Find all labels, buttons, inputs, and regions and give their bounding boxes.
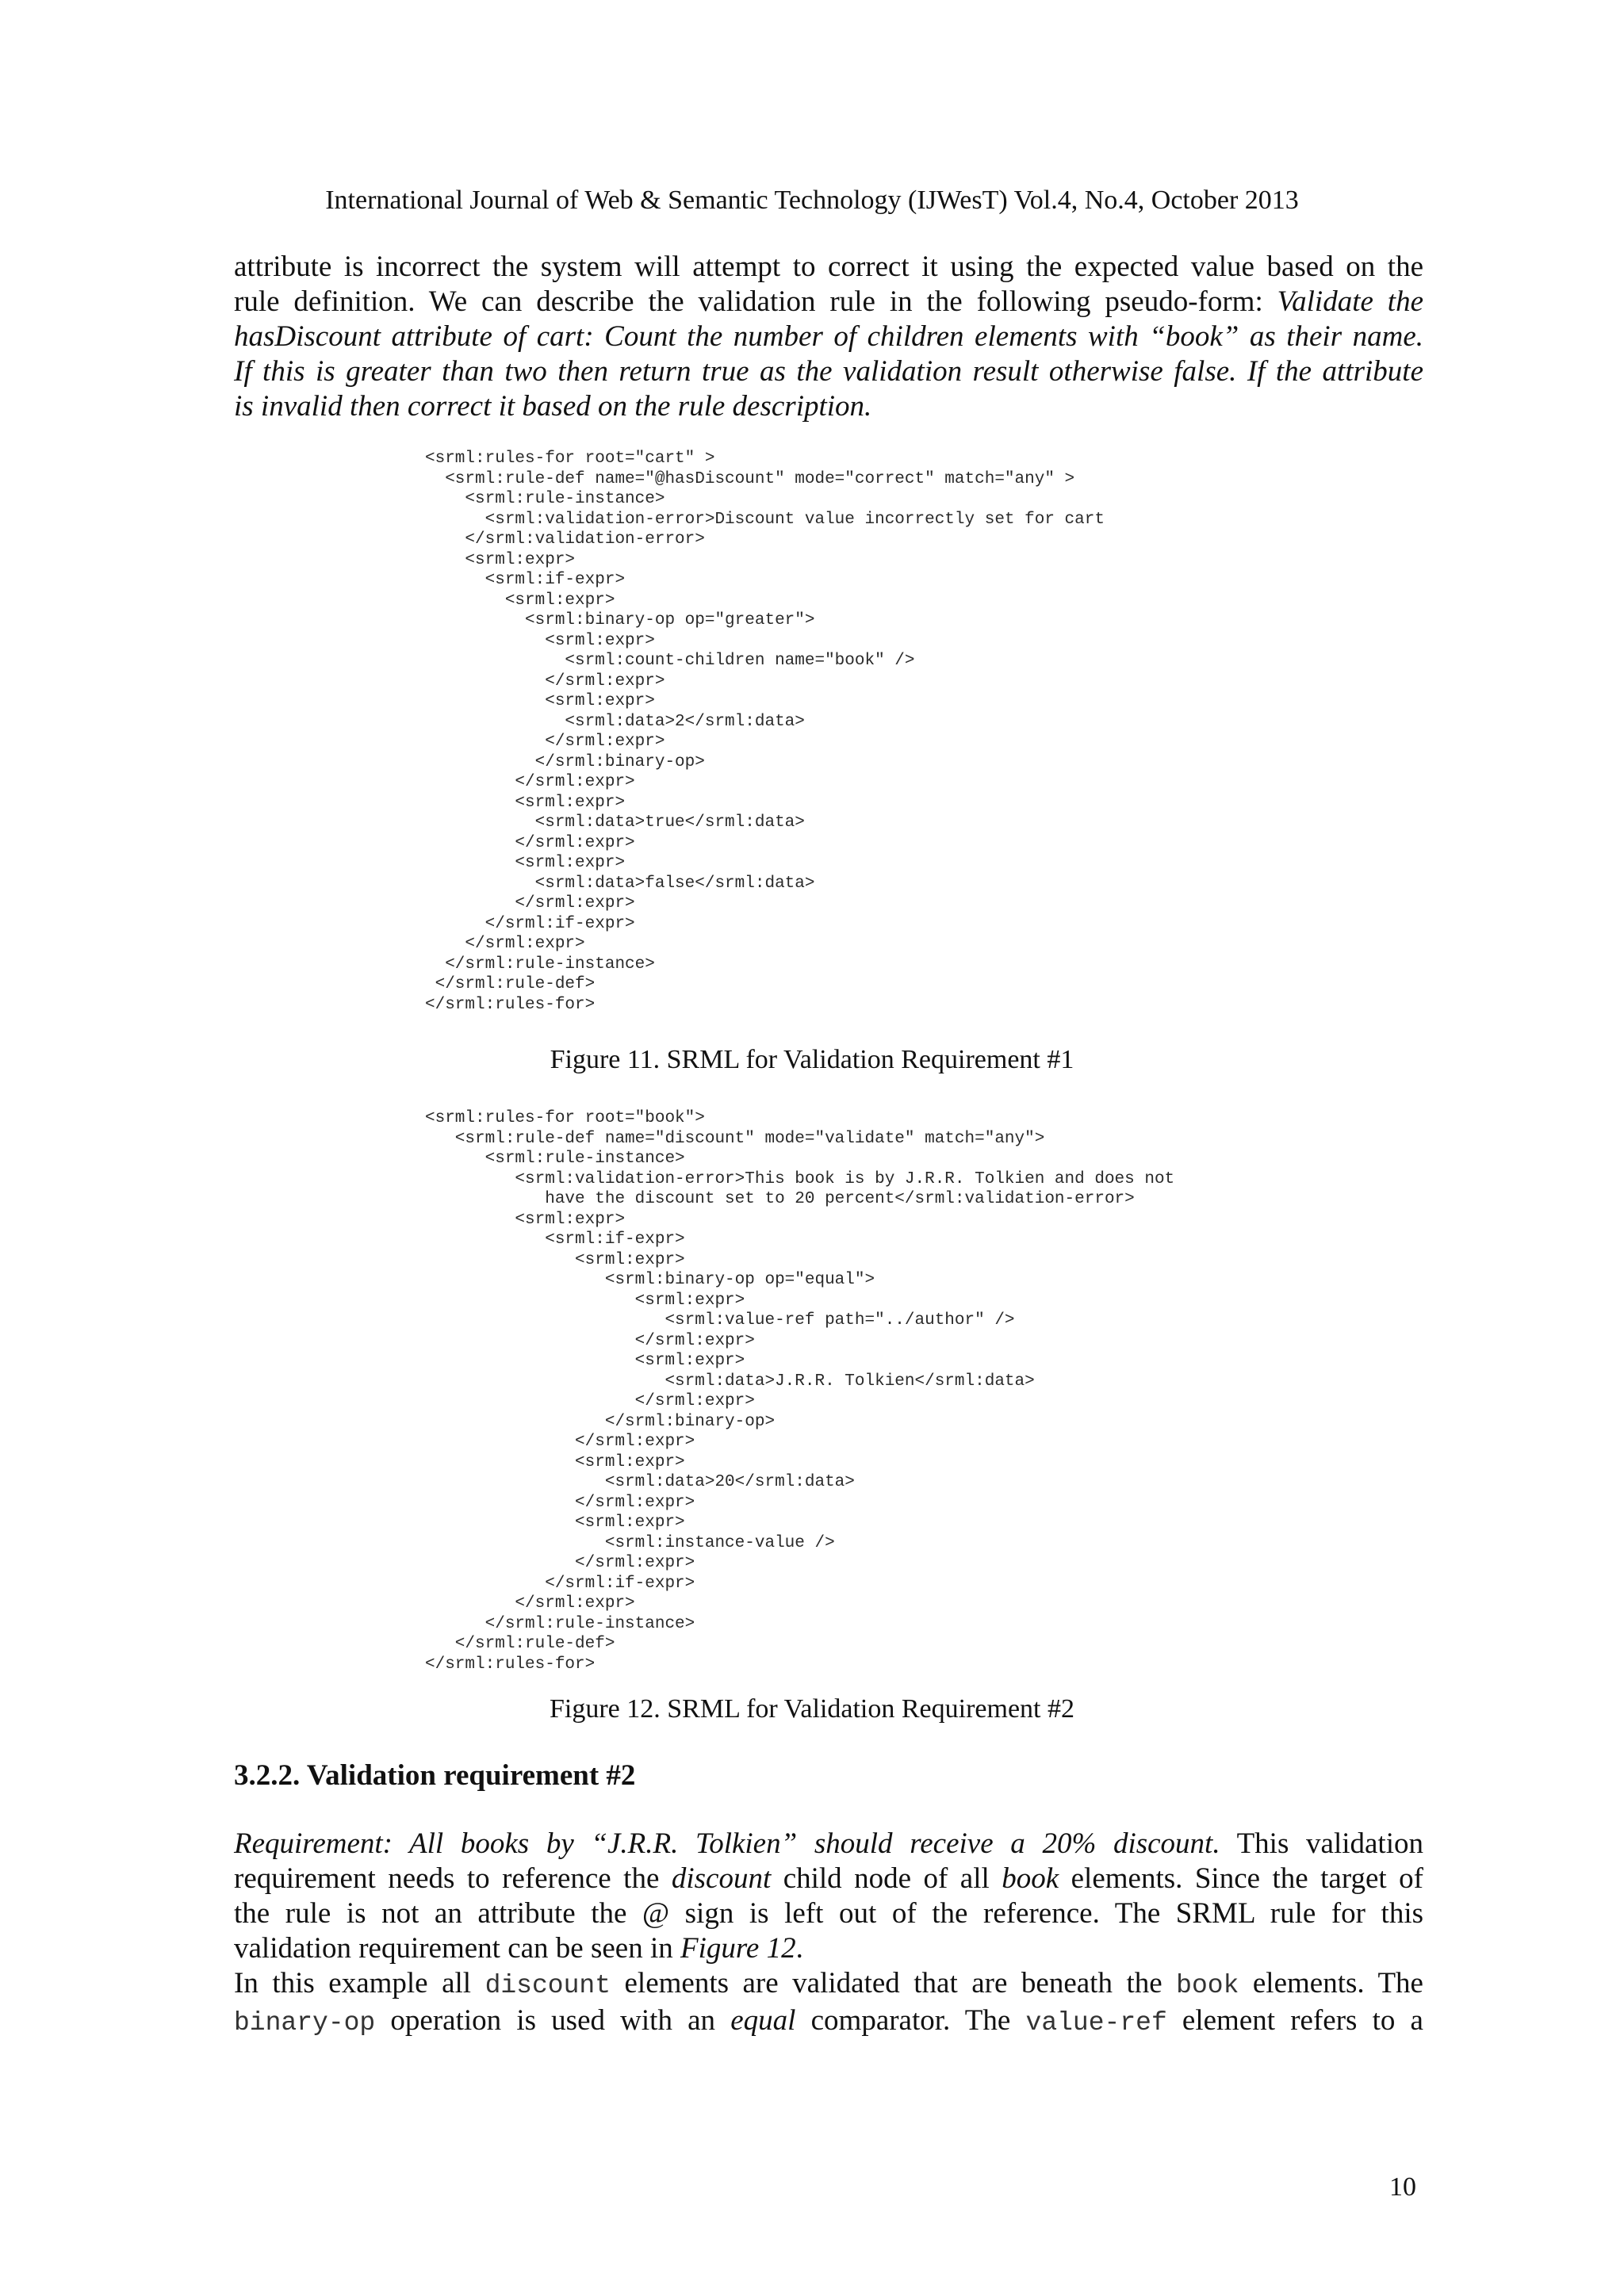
figure-12-caption: Figure 12. SRML for Validation Requirement #2: [550, 1694, 1074, 1724]
text-line: attribute is incorrect the system will attempt to correct it using the expected value based on the: [234, 251, 1423, 283]
page-number: 10: [1389, 2172, 1416, 2202]
text-line: hasDiscount attribute of cart: Count the number of children elements with “book” as their name.: [234, 320, 1423, 353]
text-line: binary-op operation is used with an equal comparator. The value-ref element refers to a: [234, 2004, 1423, 2038]
figure-11-caption: Figure 11. SRML for Validation Requirement #1: [550, 1045, 1074, 1074]
code-term: discount: [485, 1971, 611, 2000]
text-line: the rule is not an attribute the @ sign is left out of the reference. The SRML rule for this: [234, 1897, 1423, 1930]
intro-paragraph: [234, 250, 1423, 424]
text-line: validation requirement can be seen in Figure 12.: [234, 1932, 803, 1965]
example-paragraph: [234, 1966, 1423, 2041]
text-line: is invalid then correct it based on the rule description.: [234, 390, 872, 423]
code-term: value-ref: [1025, 2008, 1167, 2038]
text-line: requirement needs to reference the discount child node of all book elements. Since the target of: [234, 1862, 1423, 1895]
text-line: If this is greater than two then return true as the validation result otherwise false. If the attribute: [234, 355, 1423, 388]
requirement-paragraph: [234, 1827, 1423, 1966]
text-line: Requirement: All books by “J.R.R. Tolkien” should receive a 20% discount. This validation: [234, 1827, 1423, 1860]
text-line: rule definition. We can describe the validation rule in the following pseudo-form: Validate the: [234, 285, 1424, 318]
code-term: binary-op: [234, 2008, 376, 2038]
section-heading: 3.2.2. Validation requirement #2: [234, 1759, 636, 1792]
running-header: International Journal of Web & Semantic Technology (IJWesT) Vol.4, No.4, October 2013: [325, 186, 1299, 215]
text-line: In this example all discount elements are validated that are beneath the book elements. The: [234, 1967, 1423, 2000]
code-listing-figure-12: <srml:rules-for root="book"> <srml:rule-def name="discount" mode="validate" match="any"> <srml:rule-instance> <srml:validation-error>This book is by J.R.R. Tolkien and does not have the discount set to 20 percent</srml:validation-error> <srml:expr> <srml:if-expr> <srml:expr> <srml:binary-op op="equal"> <srml:expr> <srml:value-ref path="../author" /> </srml:expr> <srml:expr> <srml:data>J.R.R. Tolkien</srml:data> </srml:expr> </srml:binary-op> </srml:expr> <srml:expr> <srml:data>20</srml:data> </srml:expr> <srml:expr> <srml:instance-value /> </srml:expr> </srml:if-expr> </srml:expr> </srml:rule-instance> </srml:rule-def> </srml:rules-for>: [425, 1109, 1175, 1674]
code-term: book: [1176, 1971, 1239, 2000]
code-listing-figure-11: <srml:rules-for root="cart" > <srml:rule-def name="@hasDiscount" mode="correct" match="any" > <srml:rule-instance> <srml:validation-error>Discount value incorrectly set for cart </srml:validation-error> <srml:expr> <srml:if-expr> <srml:expr> <srml:binary-op op="greater"> <srml:expr> <srml:count-children name="book" /> </srml:expr> <srml:expr> <srml:data>2</srml:data> </srml:expr> </srml:binary-op> </srml:expr> <srml:expr> <srml:data>true</srml:data> </srml:expr> <srml:expr> <srml:data>false</srml:data> </srml:expr> </srml:if-expr> </srml:expr> </srml:rule-instance> </srml:rule-def> </srml:rules-for>: [425, 450, 1105, 1014]
